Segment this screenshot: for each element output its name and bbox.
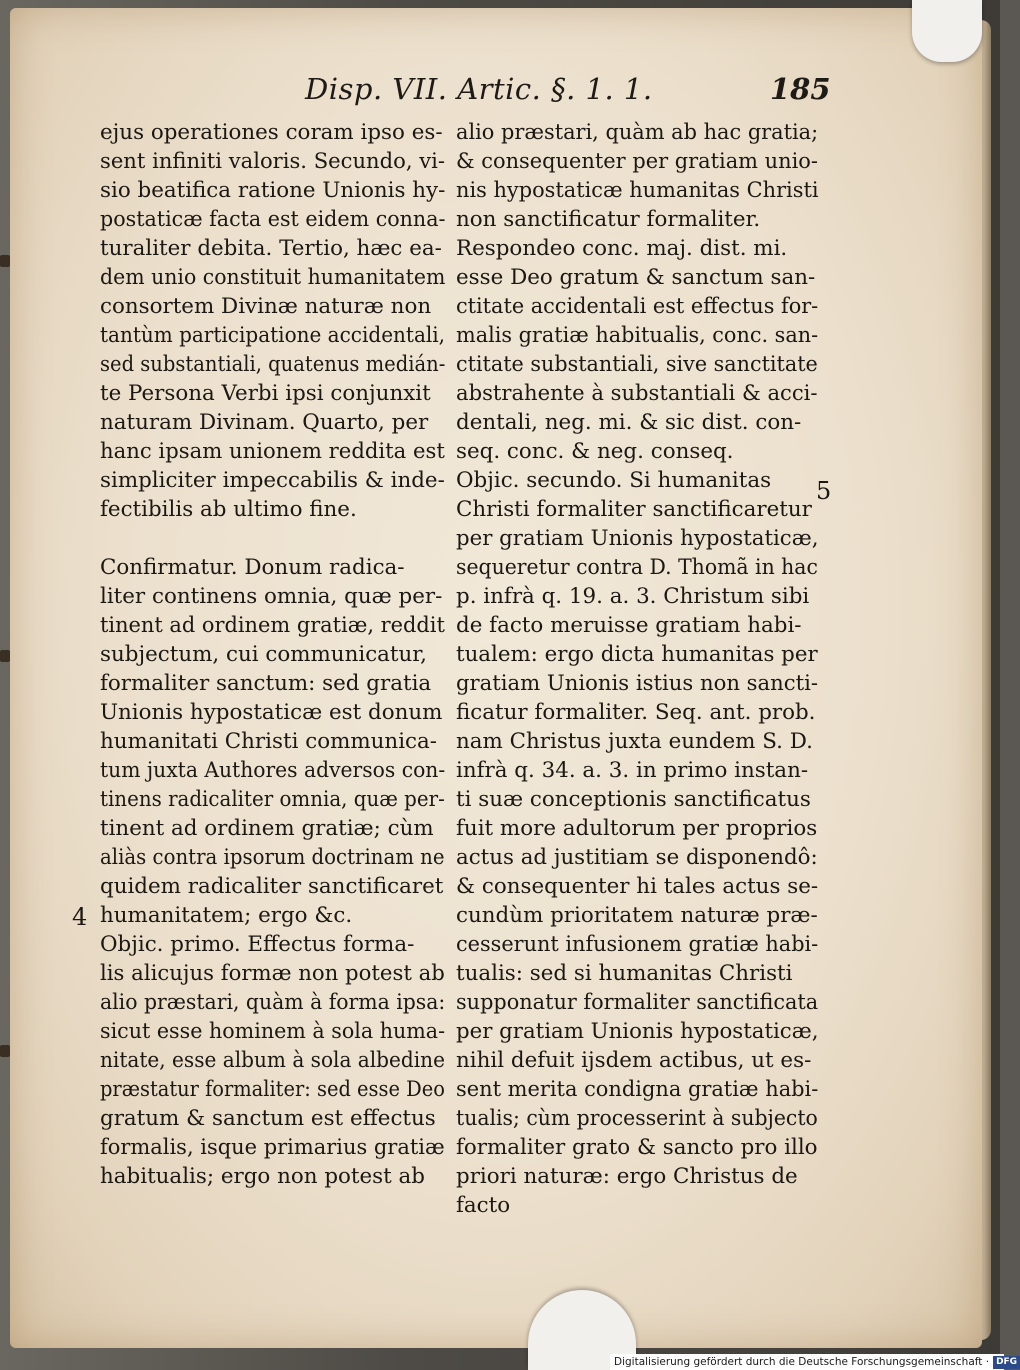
left-column-line: tinens radicaliter omnia, quæ per- — [100, 787, 445, 812]
right-column-line: sequeretur contra D. Thomã in hac — [456, 555, 818, 580]
left-column-line: Unionis hypostaticæ est donum — [100, 700, 443, 725]
right-column-line: nis hypostaticæ humanitas Christi — [456, 178, 819, 203]
right-text-column — [456, 118, 818, 1220]
right-column-line: gratiam Unionis istius non sancti- — [456, 671, 819, 696]
right-column-line: sent merita condigna gratiæ habi- — [456, 1077, 819, 1102]
binding-mark — [0, 650, 10, 662]
left-column-line: gratum & sanctum est effectus — [100, 1106, 436, 1131]
digitization-footer — [610, 1354, 1018, 1370]
right-column-line: ti suæ conceptionis sanctificatus — [456, 787, 811, 812]
right-column-line: seq. conc. & neg. conseq. — [456, 439, 734, 464]
right-column-line: tualem: ergo dicta humanitas per — [456, 642, 818, 667]
left-column-line: subjectum, cui communicatur, — [100, 642, 427, 667]
left-column-line — [100, 524, 445, 553]
right-column-line: Respondeo conc. maj. dist. mi. — [456, 236, 788, 261]
right-column-line: Objic. secundo. Si humanitas — [456, 468, 772, 493]
margin-number-left: 4 — [72, 903, 88, 931]
left-column-line: Objic. primo. Effectus forma- — [100, 932, 415, 957]
left-column-line: Confirmatur. Donum radica- — [100, 555, 405, 580]
right-column-line: per gratiam Unionis hypostaticæ, — [456, 526, 819, 551]
right-column-line: de facto meruisse gratiam habi- — [456, 613, 802, 638]
page-number: 185 — [770, 72, 831, 106]
scanner-clip-top — [912, 0, 982, 62]
left-column-line: alio præstari, quàm à forma ipsa: — [100, 990, 446, 1015]
binding-mark — [0, 1045, 10, 1057]
left-column-line: humanitatem; ergo &c. — [100, 903, 353, 928]
right-column-line: Christi formaliter sanctificaretur — [456, 497, 812, 522]
right-column-line: actus ad justitiam se disponendô: — [456, 845, 818, 870]
binding-mark — [0, 255, 10, 267]
dfg-logo: DFG — [993, 1356, 1020, 1369]
right-column-line: formaliter grato & sancto pro illo — [456, 1135, 818, 1160]
left-column-line: formalis, isque primarius gratiæ — [100, 1135, 445, 1160]
left-column-line: lis alicujus formæ non potest ab — [100, 961, 445, 986]
left-column-line: sicut esse hominem à sola huma- — [100, 1019, 446, 1044]
right-column-line: ctitate accidentali est effectus for- — [456, 294, 819, 319]
left-column-line: liter continens omnia, quæ per- — [100, 584, 443, 609]
left-column-line: tantùm participatione accidentali, — [100, 323, 446, 348]
right-column-line: abstrahente à substantiali & acci- — [456, 381, 818, 406]
right-column-line: ctitate substantiali, sive sanctitate — [456, 352, 818, 377]
right-column-line: supponatur formaliter sanctificata — [456, 990, 819, 1015]
right-column-line: tualis: sed si humanitas Christi — [456, 961, 793, 986]
left-column-line: sio beatifica ratione Unionis hy- — [100, 178, 446, 203]
right-column-line: malis gratiæ habitualis, conc. san- — [456, 323, 819, 348]
running-head: Disp. VII. Artic. §. 1. 1. — [305, 72, 653, 106]
left-column-line: simpliciter impeccabilis & inde- — [100, 468, 445, 493]
left-column-line: quidem radicaliter sanctificaret — [100, 874, 444, 899]
left-column-line: te Persona Verbi ipsi conjunxit — [100, 381, 431, 406]
right-column-line: fuit more adultorum per proprios — [456, 816, 818, 841]
right-column-line: dentali, neg. mi. & sic dist. con- — [456, 410, 802, 435]
right-column-line: alio præstari, quàm ab hac gratia; — [456, 120, 819, 145]
left-column-line: formaliter sanctum: sed gratia — [100, 671, 432, 696]
right-column-line: infrà q. 34. a. 3. in primo instan- — [456, 758, 809, 783]
right-column-line: esse Deo gratum & sanctum san- — [456, 265, 816, 290]
left-column-line: naturam Divinam. Quarto, per — [100, 410, 429, 435]
right-column-line: & consequenter per gratiam unio- — [456, 149, 818, 174]
right-column-line: non sanctificatur formaliter. — [456, 207, 761, 232]
left-column-line: aliàs contra ipsorum doctrinam ne — [100, 845, 445, 870]
left-text-column — [100, 118, 445, 1191]
right-column-line: ficatur formaliter. Seq. ant. prob. — [456, 700, 816, 725]
right-column-line: cundùm prioritatem naturæ præ- — [456, 903, 818, 928]
right-column-line: & consequenter hi tales actus se- — [456, 874, 819, 899]
left-column-line: tinent ad ordinem gratiæ, reddit — [100, 613, 445, 638]
left-column-line: turaliter debita. Tertio, hæc ea- — [100, 236, 442, 261]
left-column-line: tinent ad ordinem gratiæ; cùm — [100, 816, 434, 841]
left-column-line: hanc ipsam unionem reddita est — [100, 439, 445, 464]
right-column-line: p. infrà q. 19. a. 3. Christum sibi — [456, 584, 810, 609]
right-column-line: per gratiam Unionis hypostaticæ, — [456, 1019, 819, 1044]
left-column-line: dem unio constituit humanitatem — [100, 265, 446, 290]
left-column-line: præstatur formaliter: sed esse Deo — [100, 1077, 445, 1102]
footer-text: Digitalisierung gefördert durch die Deutsche Forschungsgemeinschaft · — [614, 1356, 990, 1368]
right-column-line: tualis; cùm processerint à subjecto — [456, 1106, 818, 1131]
left-column-line: sent infiniti valoris. Secundo, vi- — [100, 149, 446, 174]
margin-number-right: 5 — [816, 477, 832, 505]
left-column-line: humanitati Christi communica- — [100, 729, 437, 754]
left-column-line: consortem Divinæ naturæ non — [100, 294, 432, 319]
right-column-line: facto — [456, 1193, 511, 1218]
left-column-line: habitualis; ergo non potest ab — [100, 1164, 425, 1189]
right-column-line: priori naturæ: ergo Christus de — [456, 1164, 798, 1189]
right-column-line: nihil defuit ijsdem actibus, ut es- — [456, 1048, 812, 1073]
left-column-line: ejus operationes coram ipso es- — [100, 120, 443, 145]
left-column-line: fectibilis ab ultimo fine. — [100, 497, 357, 522]
right-column-line: nam Christus juxta eundem S. D. — [456, 729, 813, 754]
right-column-line: cesserunt infusionem gratiæ habi- — [456, 932, 819, 957]
left-column-line: sed substantiali, quatenus medián- — [100, 352, 446, 377]
left-column-line: tum juxta Authores adversos con- — [100, 758, 446, 783]
left-column-line: postaticæ facta est eidem conna- — [100, 207, 446, 232]
left-column-line: nitate, esse album à sola albedine — [100, 1048, 445, 1073]
